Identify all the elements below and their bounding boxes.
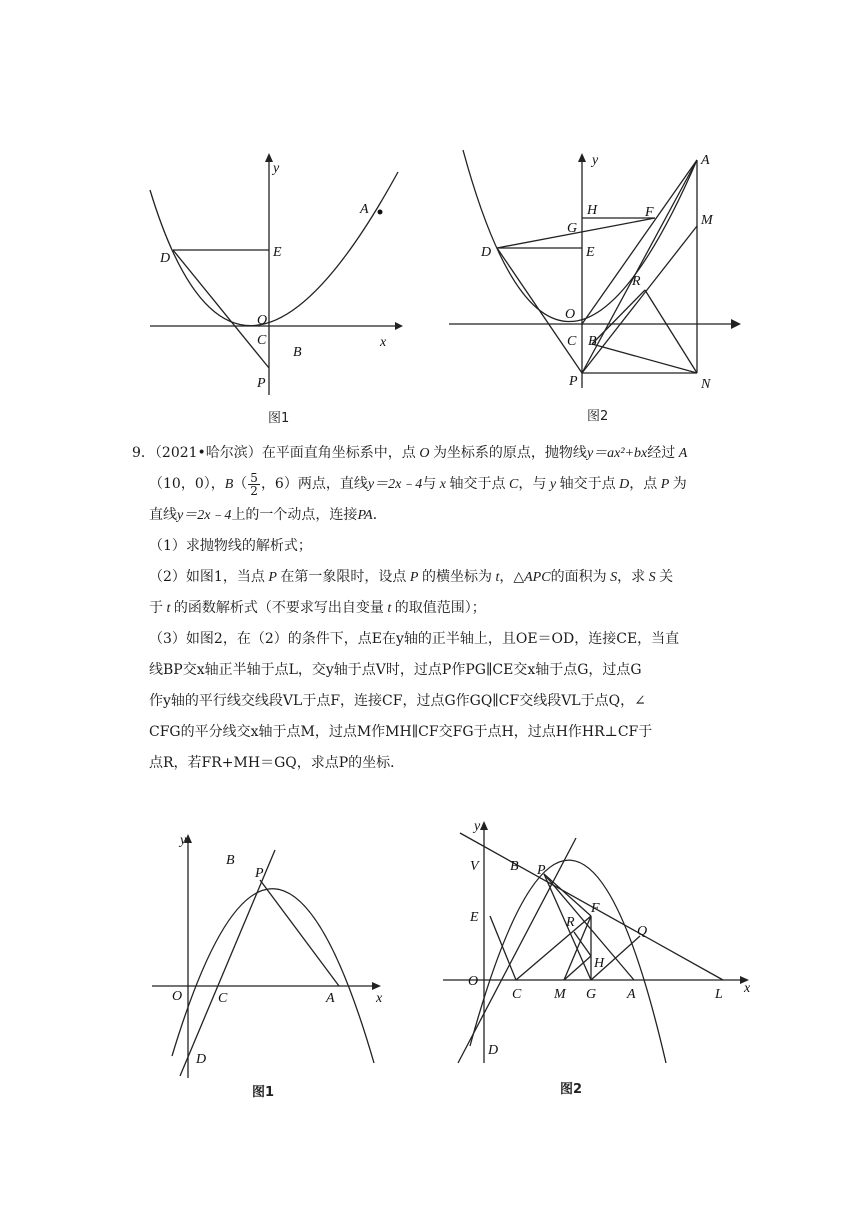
label-B: B <box>293 345 302 360</box>
problem-source: （2021•哈尔滨） <box>154 445 262 461</box>
segment-PA <box>582 160 697 373</box>
text: 轴交于点 <box>449 476 506 492</box>
text: 的函数解析式（不要求写出自变量 <box>173 600 384 616</box>
label-x: x <box>376 991 383 1006</box>
segment-PA <box>544 874 634 980</box>
text: 关 <box>659 569 674 585</box>
text: 在第一象限时，设点 <box>280 569 407 585</box>
parabola-curve <box>470 860 666 1063</box>
fraction-5-2 <box>248 472 260 497</box>
label-O: O <box>172 989 183 1004</box>
question-1: （1）求抛物线的解析式； <box>149 538 312 554</box>
parabola-curve <box>172 889 374 1063</box>
text: ，△ <box>499 569 525 585</box>
problem-line-2: （10，0），B（ $\frac{5}{2}$ ，6）两点，直线y＝2x﹣4与 x 轴交于点 C，与 y 轴交于点 D，点 P 为 <box>149 470 687 498</box>
label-C: C <box>567 334 577 349</box>
label-H: H <box>594 956 605 971</box>
problem-9 <box>132 438 744 779</box>
line-CP <box>180 850 275 1076</box>
y-axis-arrow <box>480 821 488 830</box>
label-L: L <box>715 987 723 1002</box>
label-E: E <box>586 245 595 260</box>
x-axis-arrow <box>372 982 381 990</box>
y-axis-arrow <box>578 153 586 162</box>
label-O: O <box>565 307 576 322</box>
problem-line-3: 直线y＝2x﹣4上的一个动点，连接PA． <box>149 507 387 523</box>
text: ． <box>372 507 387 523</box>
label-F: F <box>591 901 600 916</box>
label-D: D <box>160 251 171 266</box>
label-O: O <box>257 313 268 328</box>
bottom-figure-2 <box>440 818 760 1078</box>
question-3-line-2: 线BP交x轴正半轴于点L，交y轴于点V时，过点P作PG∥CE交x轴于点G，过点G <box>149 662 642 678</box>
bottom-figure-1-caption: 图1 <box>252 1085 275 1100</box>
top-figure-1-svg <box>140 150 410 400</box>
point-A-dot <box>378 210 383 215</box>
text: 为坐标系的原点，抛物线 <box>432 445 587 461</box>
text: ，点 <box>629 476 658 492</box>
text: 为 <box>672 476 687 492</box>
label-y: y <box>180 833 187 848</box>
text: 的横坐标为 <box>421 569 492 585</box>
parabola-curve <box>463 150 697 322</box>
text: 轴交于点 <box>559 476 616 492</box>
label-B: B <box>226 853 235 868</box>
point-B-text: B <box>224 477 234 492</box>
label-C: C <box>512 987 522 1002</box>
text: 的取值范围）； <box>394 600 486 616</box>
text: 经过 <box>647 445 676 461</box>
text: ，与 <box>518 476 547 492</box>
label-P: P <box>537 863 546 878</box>
segment-DP <box>173 250 269 368</box>
label-B: B <box>588 334 597 349</box>
bottom-figure-1 <box>150 828 400 1088</box>
text: 在平面直角坐标系中，点 <box>261 445 416 461</box>
fraction-denominator: 2 <box>250 483 258 498</box>
label-Q: Q <box>637 924 648 939</box>
text: 直线 <box>149 507 177 523</box>
bottom-figure-2-caption: 图2 <box>560 1082 583 1097</box>
label-x: x <box>744 981 751 996</box>
text: 的面积为 <box>550 569 607 585</box>
label-P: P <box>255 866 264 881</box>
label-G: G <box>586 987 597 1002</box>
label-A: A <box>360 202 369 217</box>
question-3-line-3: 作y轴的平行线交线段VL于点F，连接CF，过点G作GQ∥CF交线段VL于点Q，∠ <box>149 693 646 709</box>
segment-CF <box>516 916 591 980</box>
segment-MH <box>564 956 591 980</box>
text: （2）如图1，当点 <box>149 569 265 585</box>
label-F: F <box>645 205 654 220</box>
bottom-figure-2-svg <box>440 818 760 1078</box>
text: 于 <box>149 600 163 616</box>
line-equation: y＝2x﹣4 <box>177 508 232 523</box>
problem-line-1: 9．（2021•哈尔滨）在平面直角坐标系中，点 O 为坐标系的原点，抛物线y＝ax²+bx经过 A <box>132 445 688 461</box>
label-O: O <box>468 974 479 989</box>
parabola-equation: y＝ax²+bx <box>586 446 648 461</box>
question-3-line-1: （3）如图2，在（2）的条件下，点E在y轴的正半轴上，且OE＝OD，连接CE，当直 <box>149 631 680 647</box>
top-figure-1 <box>140 150 410 400</box>
question-3-line-4: CFG的平分线交x轴于点M，过点M作MH∥CF交FG于点H，过点H作HR⊥CF于 <box>149 724 653 740</box>
bottom-figure-1-svg <box>150 828 400 1088</box>
label-D: D <box>196 1052 207 1067</box>
label-N: N <box>701 377 711 392</box>
x-axis-arrow <box>731 319 741 329</box>
label-R: R <box>632 274 641 289</box>
text: 与 <box>422 476 437 492</box>
y-axis-arrow <box>265 153 273 162</box>
label-C: C <box>257 333 267 348</box>
text: （10，0）， <box>149 476 225 492</box>
top-figure-1-caption: 图1 <box>268 411 290 426</box>
label-M: M <box>701 213 713 228</box>
label-R: R <box>566 915 575 930</box>
label-x: x <box>380 335 387 350</box>
top-figure-2-caption: 图2 <box>587 409 609 424</box>
label-C: C <box>218 991 228 1006</box>
point-A-text: A <box>678 446 688 461</box>
problem-number: 9． <box>132 445 155 461</box>
label-y: y <box>474 819 481 834</box>
label-E: E <box>273 245 282 260</box>
label-P: P <box>257 376 266 391</box>
label-V: V <box>470 859 479 874</box>
question-2-line-2: 于 t 的函数解析式（不要求写出自变量 t 的取值范围）； <box>149 600 486 616</box>
label-y: y <box>273 161 280 176</box>
label-y: y <box>592 153 599 168</box>
label-P: P <box>569 374 578 389</box>
segment-PA <box>260 880 339 986</box>
label-D: D <box>481 245 492 260</box>
text: ，求 <box>617 569 646 585</box>
line-equation: y＝2x﹣4 <box>367 477 423 492</box>
label-A: A <box>326 991 335 1006</box>
question-3-line-5: 点R，若FR+MH＝GQ，求点P的坐标． <box>149 755 405 771</box>
label-E: E <box>470 910 479 925</box>
label-A: A <box>627 987 636 1002</box>
fraction-numerator: 5 <box>250 470 258 485</box>
text: ，6）两点，直线 <box>260 476 368 492</box>
label-B: B <box>510 859 519 874</box>
segment-PF <box>544 874 591 916</box>
top-figure-2 <box>445 148 745 398</box>
question-2-line-1: （2）如图1，当点 P 在第一象限时，设点 P 的横坐标为 t，△APC的面积为 S，求 S 关 <box>149 569 674 585</box>
label-M: M <box>554 987 566 1002</box>
label-G: G <box>567 221 578 236</box>
label-A: A <box>701 153 710 168</box>
x-axis-arrow <box>395 322 403 330</box>
label-D: D <box>488 1043 499 1058</box>
top-figure-2-svg <box>445 148 745 398</box>
label-H: H <box>587 203 598 218</box>
text: 上的一个动点，连接 <box>231 507 358 523</box>
